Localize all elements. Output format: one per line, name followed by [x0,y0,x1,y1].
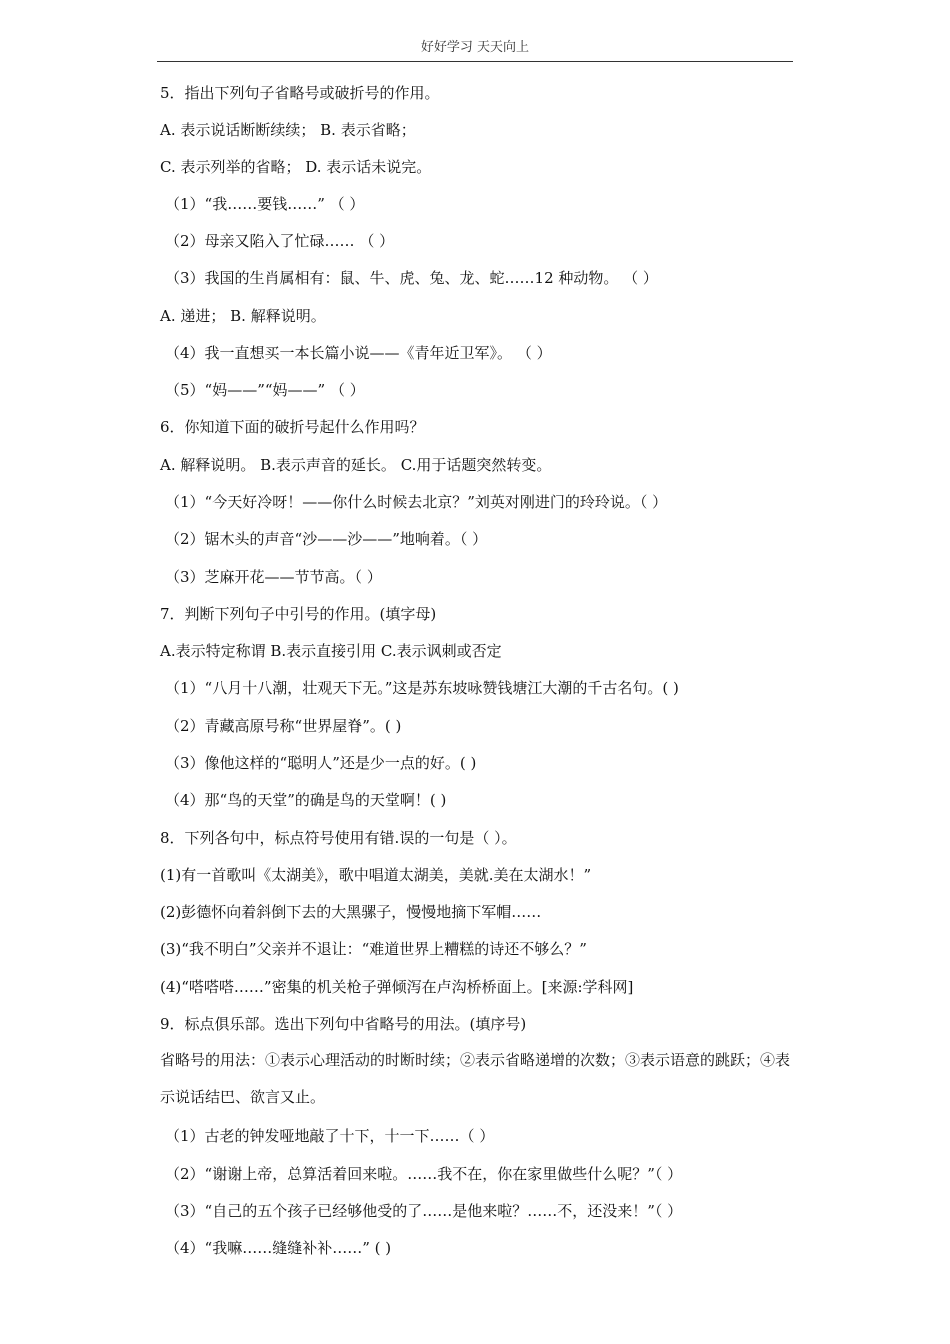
q6-item-3: （3）芝麻开花——节节高。（ ） [165,568,382,586]
q6-options: A. 解释说明。 B.表示声音的延长。 C.用于话题突然转变。 [160,456,552,474]
q5-item-3: （3）我国的生肖属相有：鼠、牛、虎、兔、龙、蛇……12 种动物。 （ ） [165,269,658,287]
q7-item-4: （4）那“鸟的天堂”的确是鸟的天堂啊！( ) [165,791,447,809]
q7-options: A.表示特定称谓 B.表示直接引用 C.表示讽刺或否定 [160,642,502,660]
q7-title: 7．判断下列句子中引号的作用。(填字母) [160,605,437,623]
q9-title: 9．标点俱乐部。选出下列句中省略号的用法。(填序号) [160,1015,527,1033]
q9-item-1: （1）古老的钟发哑地敲了十下，十一下……（ ） [165,1127,495,1145]
q8-option-1: (1)有一首歌叫《太湖美》，歌中唱道太湖美，美就.美在太湖水！” [160,866,592,884]
q5-options-cd: C. 表示列举的省略； D. 表示话未说完。 [160,158,432,176]
q7-item-2: （2）青藏高原号称“世界屋脊”。( ) [165,717,402,735]
q7-item-1: （1）“八月十八潮，壮观天下无。”这是苏东坡咏赞钱塘江大潮的千古名句。( ) [165,679,679,697]
q5-item-1: （1）“我……要钱……” （ ） [165,195,365,213]
q6-title: 6．你知道下面的破折号起什么作用吗？ [160,418,425,436]
q5-title: 5．指出下列句子省略号或破折号的作用。 [160,84,440,102]
q5-options-ab: A. 表示说话断断续续； B. 表示省略； [160,121,416,139]
q9-item-2: （2）“谢谢上帝，总算活着回来啦。……我不在，你在家里做些什么呢？”（ ） [165,1165,683,1183]
q8-option-3: (3)“我不明白”父亲并不退让：“难道世界上糟糕的诗还不够么？” [160,940,587,958]
q7-item-3: （3）像他这样的“聪明人”还是少一点的好。( ) [165,754,477,772]
q6-item-1: （1）“今天好冷呀！——你什么时候去北京？”刘英对刚进门的玲玲说。（ ） [165,493,668,511]
q6-item-2: （2）锯木头的声音“沙——沙——”地响着。（ ） [165,530,488,548]
q8-title: 8．下列各句中，标点符号使用有错.误的一句是（ ）。 [160,829,517,847]
page-header: 好好学习 天天向上 [157,37,793,62]
q5-options-extra: A. 递进； B. 解释说明。 [160,307,326,325]
q5-item-4: （4）我一直想买一本长篇小说——《青年近卫军》。 （ ） [165,344,552,362]
q9-item-4: （4）“我嘛……缝缝补补……” ( ) [165,1239,392,1257]
q9-item-3: （3）“自己的五个孩子已经够他受的了……是他来啦？……不，还没来！”（ ） [165,1202,683,1220]
q5-item-2: （2）母亲又陷入了忙碌…… （ ） [165,232,395,250]
q8-option-2: (2)彭德怀向着斜倒下去的大黑骡子，慢慢地摘下军帽…… [160,903,542,921]
q5-item-5: （5）“妈——”“妈——” （ ） [165,381,365,399]
q9-usage-description: 省略号的用法：①表示心理活动的时断时续；②表示省略递增的次数；③表示语意的跳跃；④表示说话结巴、欲言又止。 [160,1051,791,1106]
q8-option-4: (4)“嗒嗒嗒……”密集的机关枪子弹倾泻在卢沟桥桥面上。[来源:学科网] [160,978,634,996]
